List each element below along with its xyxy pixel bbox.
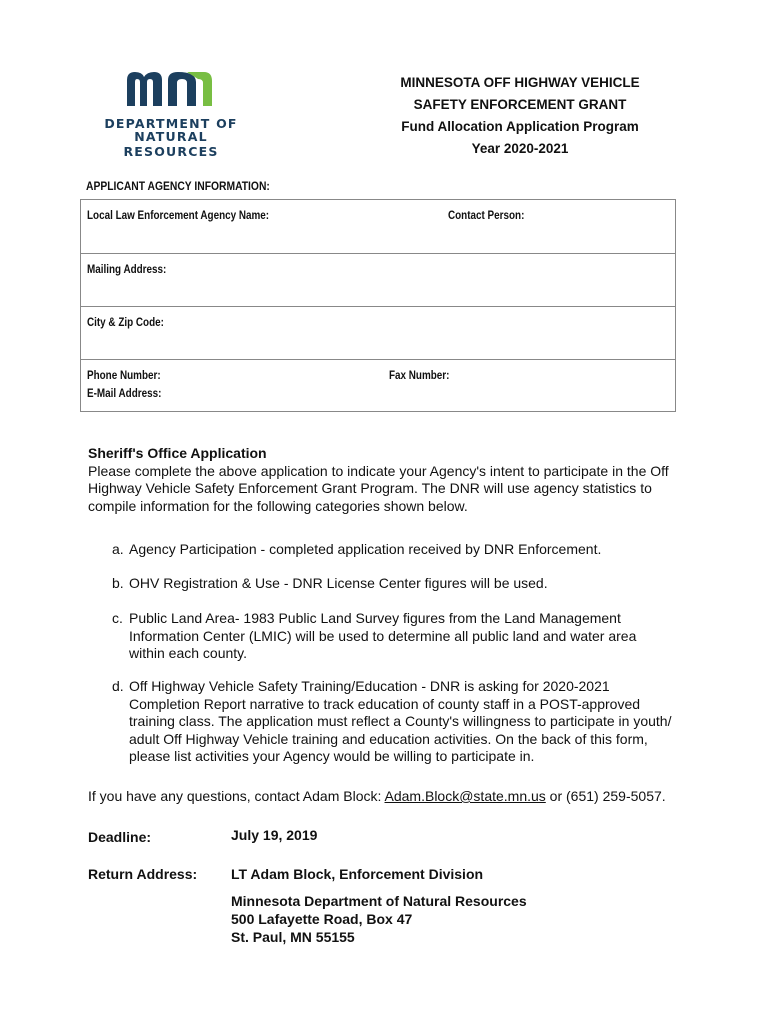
sheriff-heading: Sheriff's Office Application [88, 445, 267, 461]
return-address-line-2: Minnesota Department of Natural Resources [231, 893, 527, 909]
logo-line-2: NATURAL RESOURCES [123, 129, 219, 159]
return-address-line-3: 500 Lafayette Road, Box 47 [231, 911, 413, 927]
dnr-logo [86, 66, 256, 159]
title-line-2: SAFETY ENFORCEMENT GRANT [413, 97, 627, 112]
list-item: b. OHV Registration & Use - DNR License Center figures will be used. [112, 575, 548, 591]
list-item: d. Off Highway Vehicle Safety Training/Education - DNR is asking for 2020-2021 Completion Report narrative to track education of county staff in a POST-approved training class. The application must reflect a County's willingness to participate in youth/ adult Off Highway Vehicle training and education activities. On the back of this form, please list activities your Agency would be willing to participate in. [112, 678, 672, 764]
logo-line-1: DEPARTMENT OF [104, 116, 238, 131]
mailing-row[interactable] [81, 254, 675, 307]
list-item: a. Agency Participation - completed application received by DNR Enforcement. [112, 541, 602, 557]
contact-email-link[interactable]: Adam.Block@state.mn.us [384, 788, 546, 804]
applicant-form [80, 199, 676, 412]
contact-line: If you have any questions, contact Adam Block: Adam.Block@state.mn.us or (651) 259-5057. [88, 788, 666, 804]
document-title [370, 72, 670, 160]
title-line-1: MINNESOTA OFF HIGHWAY VEHICLE [400, 75, 640, 90]
sheriff-intro: Please complete the above application to indicate your Agency's intent to participate in the Off Highway Vehicle Safety Enforcement Grant Program. The DNR will use agency statistics to compile information for the following categories shown below. [88, 462, 669, 514]
title-line-3: Fund Allocation Application Program [401, 119, 639, 134]
deadline-value: July 19, 2019 [231, 827, 318, 843]
city-row[interactable] [81, 307, 675, 360]
return-address-label: Return Address: [88, 866, 198, 882]
list-item: c. Public Land Area- 1983 Public Land Survey figures from the Land Management Information Center (LMIC) will be used to determine all public land and water area within each county. [112, 610, 637, 661]
mn-logo-mark [86, 66, 256, 108]
deadline-label: Deadline: [88, 829, 152, 845]
phone-number-label: Phone Number: [87, 370, 161, 382]
fax-number-label: Fax Number: [389, 370, 450, 382]
phone-row[interactable] [81, 360, 675, 412]
sheriff-section [88, 445, 678, 515]
return-address-line-1: LT Adam Block, Enforcement Division [231, 866, 484, 882]
applicant-section-title: APPLICANT AGENCY INFORMATION: [86, 179, 270, 193]
contact-person-label: Contact Person: [448, 210, 525, 222]
title-line-4: Year 2020-2021 [471, 141, 569, 156]
email-address-label: E-Mail Address: [87, 388, 162, 400]
agency-row[interactable] [81, 200, 675, 254]
city-zip-label: City & Zip Code: [87, 317, 164, 329]
return-address-line-4: St. Paul, MN 55155 [231, 929, 355, 945]
agency-name-label: Local Law Enforcement Agency Name: [87, 210, 270, 222]
mailing-address-label: Mailing Address: [87, 264, 167, 276]
